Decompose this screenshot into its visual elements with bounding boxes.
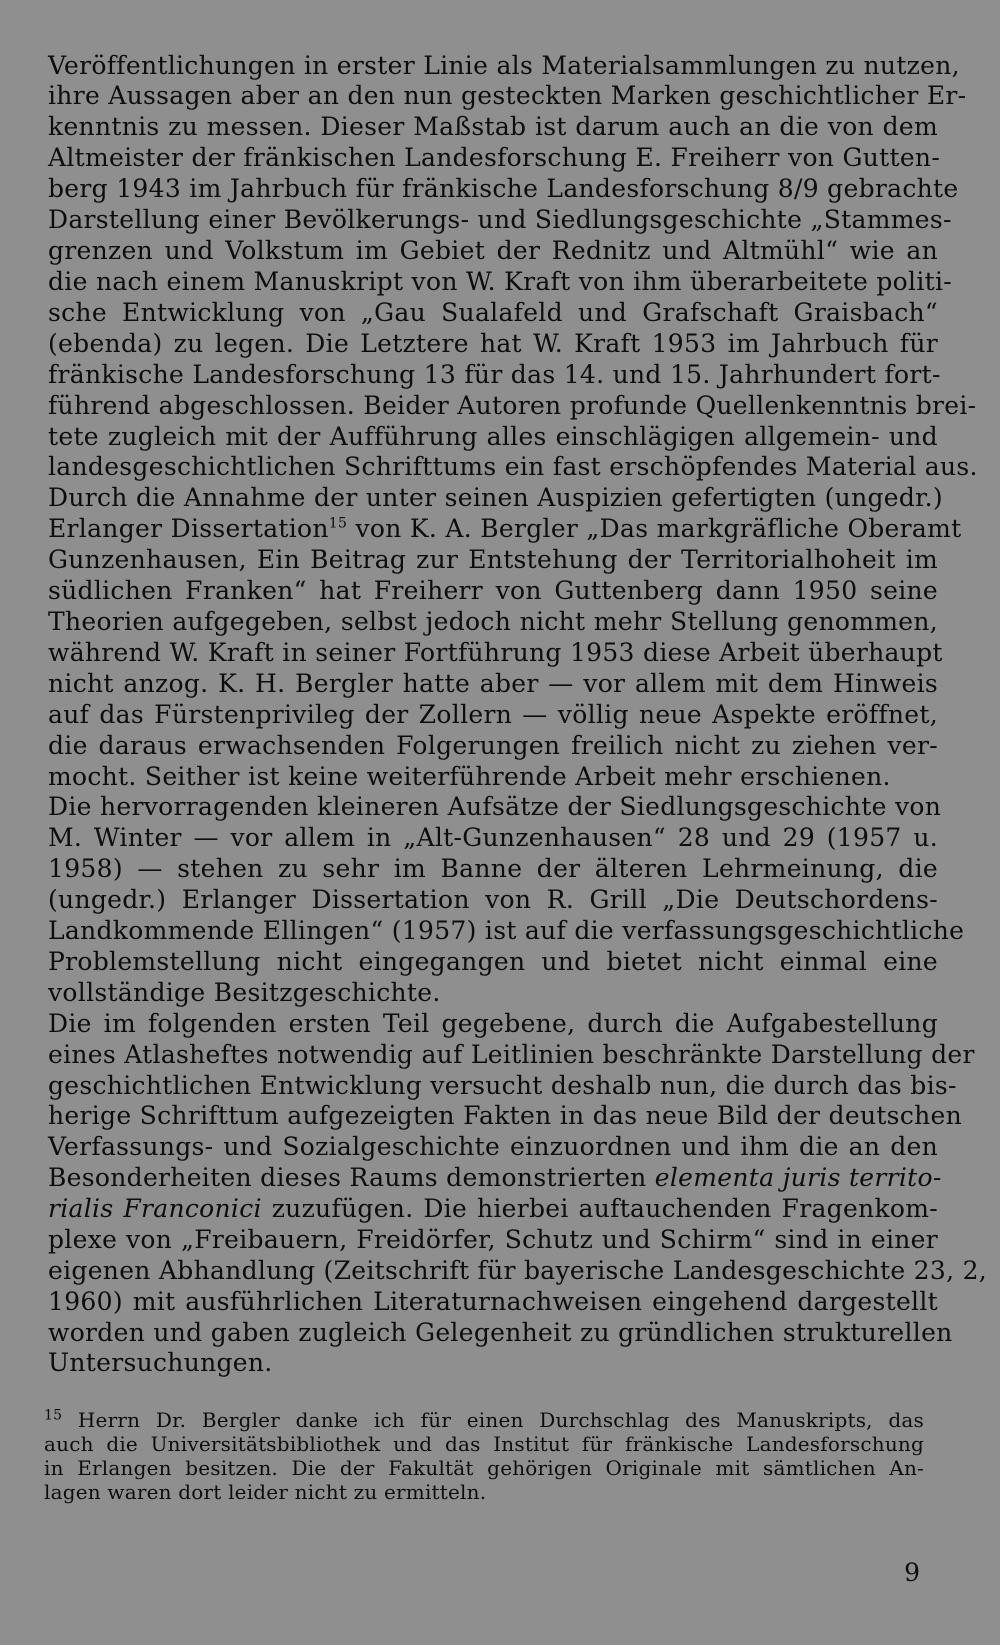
body-line: Landkommende Ellingen“ (1957) ist auf die verfassungsgeschichtliche bbox=[48, 916, 965, 945]
body-line: herige Schrifttum aufgezeigten Fakten in das neue Bild der deutschen bbox=[48, 1101, 963, 1130]
body-line: sche Entwicklung von „Gau Sualafeld und Grafschaft Graisbach“ bbox=[48, 298, 938, 327]
footnote-text: Herrn Dr. Bergler danke ich für einen Durchschlag des Manuskripts, das bbox=[62, 1408, 924, 1432]
body-line: Veröffentlichungen in erster Linie als Materialsammlungen zu nutzen, bbox=[48, 51, 960, 80]
body-line: Darstellung einer Bevölkerungs- und Siedlungsgeschichte „Stammes- bbox=[48, 205, 952, 234]
body-line: kenntnis zu messen. Dieser Maßstab ist darum auch an die von dem bbox=[48, 112, 938, 141]
footnote-reference: 15 bbox=[328, 515, 348, 532]
body-line: Gunzenhausen, Ein Beitrag zur Entstehung der Territorialhoheit im bbox=[48, 545, 938, 574]
body-line: grenzen und Volkstum im Gebiet der Rednitz und Altmühl“ wie an bbox=[48, 236, 938, 265]
body-line: ihre Aussagen aber an den nun gesteckten Marken geschichtlicher Er- bbox=[48, 81, 967, 110]
footnote-line: lagen waren dort leider nicht zu ermitteln. bbox=[44, 1480, 487, 1504]
body-line: 1958) — stehen zu sehr im Banne der älteren Lehrmeinung, die bbox=[48, 854, 938, 883]
body-line: Die hervorragenden kleineren Aufsätze der Siedlungsgeschichte von bbox=[48, 792, 942, 821]
body-line: Altmeister der fränkischen Landesforschung E. Freiherr von Gutten- bbox=[48, 143, 941, 172]
body-line: berg 1943 im Jahrbuch für fränkische Landesforschung 8/9 gebrachte bbox=[48, 174, 959, 203]
body-line: (ebenda) zu legen. Die Letztere hat W. Kraft 1953 im Jahrbuch für bbox=[48, 329, 938, 358]
body-line: fränkische Landesforschung 13 für das 14. und 15. Jahrhundert fort- bbox=[48, 360, 941, 389]
body-line: Problemstellung nicht eingegangen und bietet nicht einmal eine bbox=[48, 947, 938, 976]
latin-phrase: elementa juris territo- bbox=[654, 1163, 942, 1192]
body-line: Verfassungs- und Sozialgeschichte einzuordnen und ihm die an den bbox=[48, 1132, 938, 1161]
body-line: die nach einem Manuskript von W. Kraft von ihm überarbeitete politi- bbox=[48, 267, 953, 296]
body-line: eigenen Abhandlung (Zeitschrift für bayerische Landesgeschichte 23, 2, bbox=[48, 1256, 988, 1285]
body-line: Durch die Annahme der unter seinen Auspizien gefertigten (ungedr.) bbox=[48, 483, 943, 512]
footnote-line: auch die Universitätsbibliothek und das Institut für fränkische Landesforschung bbox=[44, 1432, 924, 1456]
body-line: nicht anzog. K. H. Bergler hatte aber — vor allem mit dem Hinweis bbox=[48, 669, 938, 698]
body-line: Die im folgenden ersten Teil gegebene, durch die Aufgabestellung bbox=[48, 1009, 938, 1038]
footnote-line bbox=[44, 1408, 924, 1432]
body-line: die daraus erwachsenden Folgerungen freilich nicht zu ziehen ver- bbox=[48, 731, 938, 760]
body-text: Erlanger Dissertation bbox=[48, 514, 329, 543]
body-text: zuzufügen. Die hierbei auftauchenden Fragenkom- bbox=[261, 1194, 939, 1223]
body-line: vollständige Besitzgeschichte. bbox=[48, 978, 441, 1007]
body-line: südlichen Franken“ hat Freiherr von Guttenberg dann 1950 seine bbox=[48, 576, 938, 605]
body-line: während W. Kraft in seiner Fortführung 1953 diese Arbeit überhaupt bbox=[48, 638, 943, 667]
body-line: landesgeschichtlichen Schrifttums ein fast erschöpfendes Material aus. bbox=[48, 452, 978, 481]
body-text: Besonderheiten dieses Raums demonstrierten bbox=[48, 1163, 647, 1192]
body-line: plexe von „Freibauern, Freidörfer, Schutz und Schirm“ sind in einer bbox=[48, 1225, 938, 1254]
body-line: worden und gaben zugleich Gelegenheit zu gründlichen strukturellen bbox=[48, 1318, 953, 1347]
body-line: eines Atlasheftes notwendig auf Leitlinien beschränkte Darstellung der bbox=[48, 1040, 975, 1069]
body-text: von K. A. Bergler „Das markgräfliche Oberamt bbox=[347, 514, 962, 543]
body-line: führend abgeschlossen. Beider Autoren profunde Quellenkenntnis brei- bbox=[48, 391, 977, 420]
latin-phrase: rialis Franconici bbox=[48, 1194, 262, 1223]
body-line: tete zugleich mit der Aufführung alles einschlägigen allgemein- und bbox=[48, 422, 938, 451]
body-line: Untersuchungen. bbox=[48, 1348, 273, 1377]
body-line: Theorien aufgegeben, selbst jedoch nicht mehr Stellung genommen, bbox=[48, 607, 938, 636]
body-line bbox=[48, 514, 962, 544]
body-line bbox=[48, 1163, 942, 1193]
body-line: (ungedr.) Erlanger Dissertation von R. Grill „Die Deutschordens- bbox=[48, 885, 938, 914]
footnote-marker: 15 bbox=[44, 1407, 63, 1424]
body-line: 1960) mit ausführlichen Literaturnachweisen eingehend dargestellt bbox=[48, 1287, 938, 1316]
body-line bbox=[48, 1194, 938, 1224]
footnote-line: in Erlangen besitzen. Die der Fakultät gehörigen Originale mit sämtlichen An- bbox=[44, 1456, 924, 1480]
body-line: mocht. Seither ist keine weiterführende Arbeit mehr erschienen. bbox=[48, 762, 891, 791]
body-line: auf das Fürstenprivileg der Zollern — völlig neue Aspekte eröffnet, bbox=[48, 700, 938, 729]
body-line: M. Winter — vor allem in „Alt-Gunzenhausen“ 28 und 29 (1957 u. bbox=[48, 823, 938, 852]
page-number: 9 bbox=[904, 1558, 920, 1587]
body-line: geschichtlichen Entwicklung versucht deshalb nun, die durch das bis- bbox=[48, 1071, 957, 1100]
